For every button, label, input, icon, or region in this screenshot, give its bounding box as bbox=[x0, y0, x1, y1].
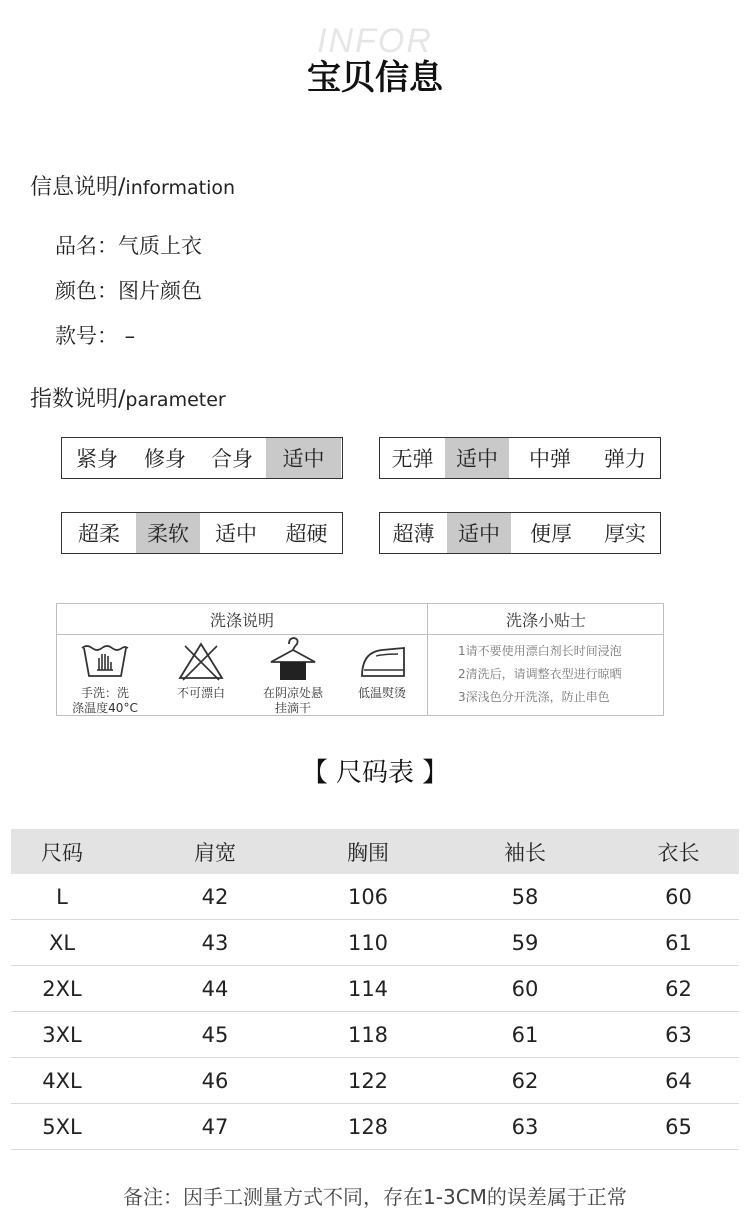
cell-size: L bbox=[56, 884, 68, 909]
hand-wash-icon bbox=[79, 640, 131, 682]
cell-size: 3XL bbox=[42, 1022, 82, 1047]
header-sleeve: 袖长 bbox=[504, 840, 546, 865]
softness-option: 超柔 bbox=[78, 522, 120, 546]
cell-sleeve: 61 bbox=[511, 1022, 539, 1047]
cell-length: 61 bbox=[665, 930, 692, 955]
fit-option: 修身 bbox=[144, 447, 186, 471]
hand-wash-symbol bbox=[65, 640, 145, 716]
elasticity-option: 弹力 bbox=[604, 447, 646, 471]
cell-length: 64 bbox=[665, 1068, 692, 1093]
wash-tips-area bbox=[428, 604, 664, 715]
product-style-line: 款号： – bbox=[55, 324, 136, 348]
size-table bbox=[11, 829, 739, 1150]
title-watermark: INFOR bbox=[317, 22, 433, 60]
table-row bbox=[11, 966, 739, 1012]
hang-dry-label-1: 在阴凉处悬 bbox=[262, 686, 323, 700]
table-row bbox=[11, 920, 739, 966]
product-name-line: 品名：气质上衣 bbox=[55, 234, 202, 258]
fit-parameter-box bbox=[61, 437, 343, 479]
param-heading-en: parameter bbox=[125, 389, 226, 411]
wash-tips-title: 洗涤小贴士 bbox=[428, 604, 664, 635]
hand-wash-label-2: 涤温度40°C bbox=[72, 701, 138, 715]
no-bleach-label: 不可漂白 bbox=[176, 686, 225, 700]
fit-option-selected: 适中 bbox=[266, 438, 341, 478]
param-section-heading bbox=[30, 382, 226, 413]
cell-chest: 122 bbox=[347, 1068, 389, 1093]
info-section-heading bbox=[30, 170, 235, 201]
header-size: 尺码 bbox=[41, 840, 83, 865]
cell-sleeve: 59 bbox=[511, 930, 539, 955]
fit-option: 紧身 bbox=[76, 447, 118, 471]
cell-shoulder: 43 bbox=[201, 930, 229, 955]
size-table-header bbox=[11, 829, 739, 874]
cell-sleeve: 63 bbox=[511, 1114, 539, 1139]
elasticity-option: 无弹 bbox=[391, 447, 434, 471]
header-chest: 胸围 bbox=[347, 840, 389, 865]
elasticity-parameter-box bbox=[379, 437, 661, 479]
size-table-title: 【 尺码表 】 bbox=[301, 758, 449, 788]
hang-dry-icon bbox=[267, 636, 319, 682]
cell-length: 60 bbox=[665, 884, 692, 909]
header-shoulder: 肩宽 bbox=[194, 840, 236, 865]
hang-dry-label-2: 挂滴干 bbox=[274, 701, 311, 715]
thickness-option: 超薄 bbox=[392, 522, 435, 546]
thickness-option: 厚实 bbox=[604, 522, 646, 546]
cell-size: 2XL bbox=[42, 976, 82, 1001]
product-color-line: 颜色：图片颜色 bbox=[55, 279, 202, 303]
cell-chest: 106 bbox=[347, 884, 389, 909]
cell-size: 4XL bbox=[42, 1068, 82, 1093]
info-heading-en: information bbox=[125, 177, 236, 199]
cell-size: 5XL bbox=[42, 1114, 82, 1139]
wash-tip: 3深浅色分开洗涤，防止串色 bbox=[458, 690, 610, 704]
table-row bbox=[11, 1058, 739, 1104]
cell-shoulder: 45 bbox=[201, 1022, 229, 1047]
cell-shoulder: 44 bbox=[201, 976, 229, 1001]
elasticity-option: 中弹 bbox=[529, 447, 571, 471]
cell-shoulder: 46 bbox=[201, 1068, 229, 1093]
info-heading-cn: 信息说明/ bbox=[30, 175, 126, 200]
thickness-option: 便厚 bbox=[530, 522, 572, 546]
elasticity-option-selected: 适中 bbox=[445, 438, 509, 478]
cell-sleeve: 62 bbox=[511, 1068, 539, 1093]
param-heading-cn: 指数说明/ bbox=[30, 387, 126, 412]
fit-option: 合身 bbox=[211, 447, 253, 471]
cell-shoulder: 42 bbox=[201, 884, 229, 909]
table-row bbox=[11, 1012, 739, 1058]
wash-tip: 1请不要使用漂白剂长时间浸泡 bbox=[458, 644, 622, 658]
cell-sleeve: 60 bbox=[511, 976, 539, 1001]
softness-option-selected: 柔软 bbox=[136, 513, 200, 553]
wash-instructions-panel bbox=[56, 603, 664, 716]
cell-chest: 128 bbox=[347, 1114, 389, 1139]
wash-symbols-area bbox=[57, 604, 428, 715]
no-bleach-icon bbox=[175, 640, 227, 682]
cell-length: 65 bbox=[665, 1114, 692, 1139]
cell-chest: 118 bbox=[347, 1022, 389, 1047]
no-bleach-symbol bbox=[161, 640, 241, 701]
hang-dry-symbol bbox=[253, 636, 333, 716]
cell-shoulder: 47 bbox=[201, 1114, 229, 1139]
header-length: 衣长 bbox=[657, 840, 700, 865]
softness-option: 适中 bbox=[215, 522, 257, 546]
cell-size: XL bbox=[48, 930, 76, 955]
cell-chest: 114 bbox=[347, 976, 389, 1001]
cell-length: 63 bbox=[665, 1022, 692, 1047]
thickness-option-selected: 适中 bbox=[447, 513, 511, 553]
low-iron-label: 低温熨烫 bbox=[357, 686, 406, 700]
thickness-parameter-box bbox=[379, 512, 661, 554]
hand-wash-label-1: 手洗：洗 bbox=[80, 686, 129, 700]
cell-chest: 110 bbox=[347, 930, 389, 955]
softness-parameter-box bbox=[61, 512, 343, 554]
wash-tip: 2清洗后，请调整衣型进行晾晒 bbox=[458, 667, 622, 681]
measurement-note: 备注：因手工测量方式不同，存在1-3CM的误差属于正常 bbox=[123, 1185, 627, 1209]
table-row bbox=[11, 1104, 739, 1150]
page-title: 宝贝信息 bbox=[307, 58, 443, 98]
cell-sleeve: 58 bbox=[511, 884, 539, 909]
table-row bbox=[11, 874, 739, 920]
wash-instructions-title: 洗涤说明 bbox=[57, 604, 427, 635]
cell-length: 62 bbox=[665, 976, 692, 1001]
softness-option: 超硬 bbox=[285, 522, 328, 546]
low-iron-symbol bbox=[341, 640, 423, 701]
low-iron-icon bbox=[354, 640, 410, 682]
